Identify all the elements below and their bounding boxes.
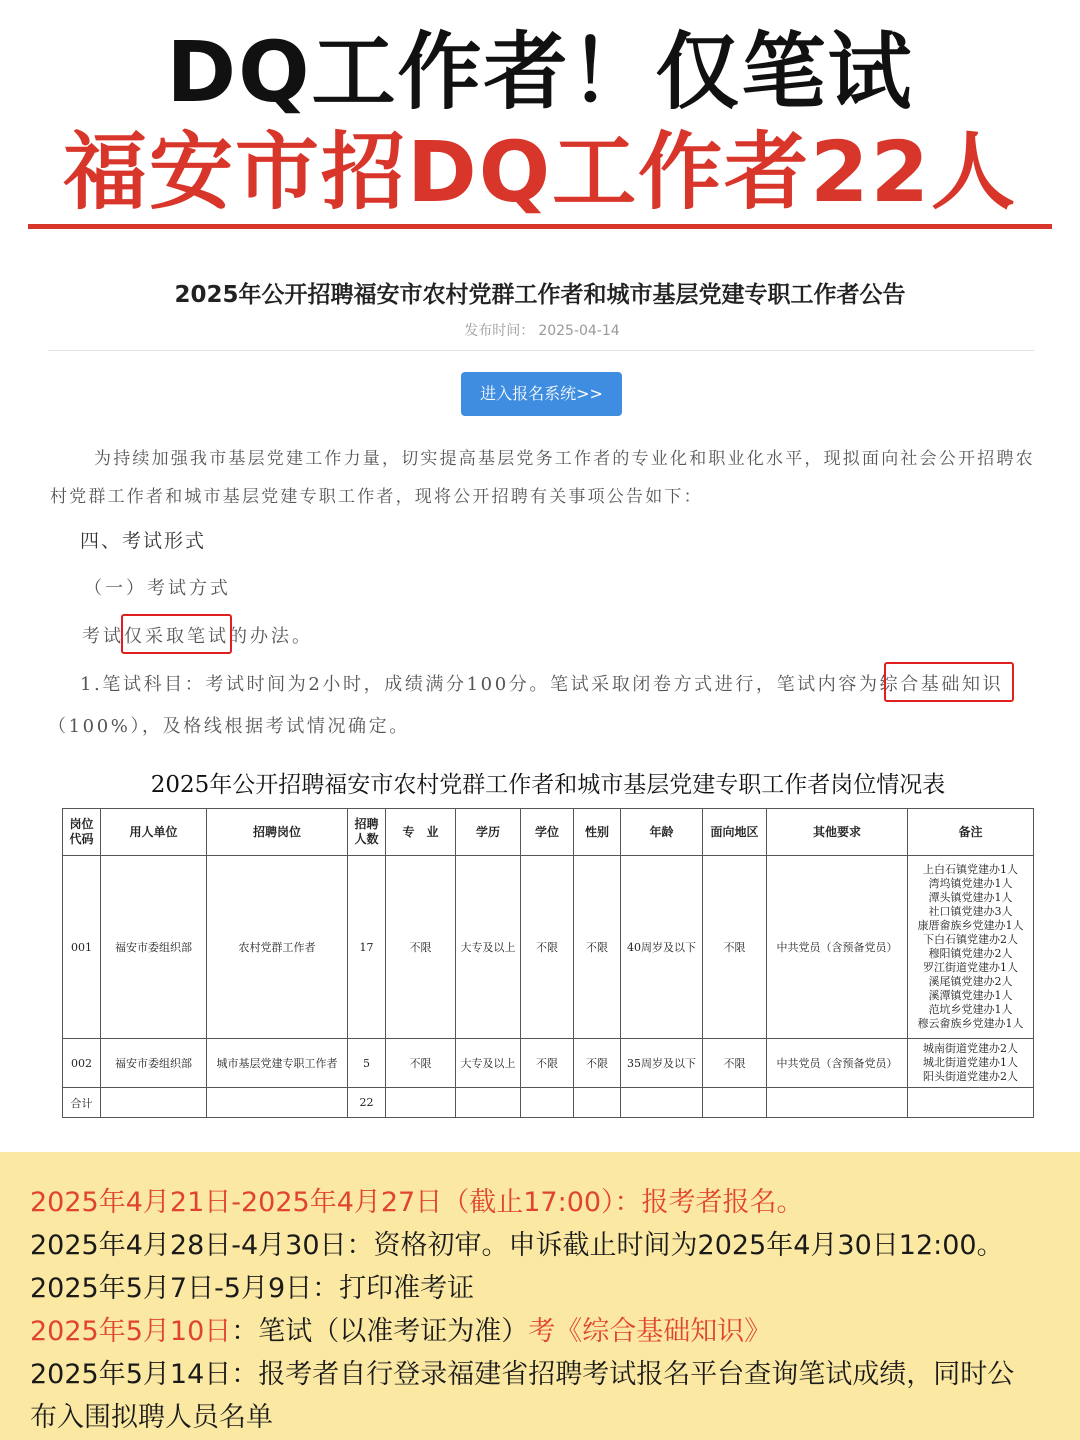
schedule-line-admission-ticket: 2025年5月7日-5月9日：打印准考证: [30, 1273, 475, 1304]
cell-count: 17: [348, 856, 386, 1039]
cell-gender: 不限: [574, 856, 621, 1039]
schedule-line-review: 2025年4月28日-4月30日：资格初审。申诉截止时间为2025年4月30日12:00。: [30, 1230, 1004, 1261]
header-region: 面向地区: [703, 809, 767, 856]
note-line: 穆云畲族乡党建办1人: [917, 1017, 1024, 1030]
cell-region: 不限: [703, 856, 767, 1039]
note-line: 阳头街道党建办2人: [923, 1070, 1018, 1083]
exam-date: 2025年5月10日: [30, 1316, 232, 1347]
exam-subject-prefix: 1.笔试科目：考试时间为2小时，成绩满分100分。笔试采取闭卷方式进行，笔试内容为: [80, 674, 880, 695]
note-line: 城南街道党建办2人: [923, 1042, 1018, 1055]
cell-total-value: 22: [348, 1088, 386, 1118]
header-other: 其他要求: [767, 809, 908, 856]
cell-position: 农村党群工作者: [207, 856, 348, 1039]
exam-subject-continuation: （100%），及格线根据考试情况确定。: [48, 716, 410, 737]
note-line: 下白石镇党建办2人: [923, 933, 1018, 946]
cell-notes: [908, 1039, 1034, 1088]
highlight-box-written-only: [121, 614, 232, 654]
header-degree: 学位: [521, 809, 574, 856]
job-table-title: 2025年公开招聘福安市农村党群工作者和城市基层党建专职工作者岗位情况表: [150, 772, 946, 798]
note-line: 穆阳镇党建办2人: [928, 947, 1013, 960]
header-age: 年龄: [621, 809, 703, 856]
header-position: 招聘岗位: [207, 809, 348, 856]
cell-total-label: 合计: [63, 1088, 101, 1118]
publish-date-value: 2025-04-14: [538, 323, 620, 339]
highlight-box-subject: [884, 662, 1014, 702]
table-header-row: [63, 809, 1034, 856]
title-divider: [48, 350, 1034, 351]
table-row: [63, 1039, 1034, 1088]
cell-major: 不限: [386, 1039, 456, 1088]
subsection-heading: （一）考试方式: [84, 578, 231, 599]
exam-subject-highlight: 综合基础知识: [879, 674, 1004, 695]
header-count: 招聘 人数: [348, 809, 386, 856]
exam-subject: 考《综合基础知识》: [528, 1316, 772, 1347]
publish-date: [0, 320, 1080, 340]
schedule-line-results: 2025年5月14日：报考者自行登录福建省招聘考试报名平台查询笔试成绩，同时公: [30, 1359, 1015, 1390]
exam-desc: ：笔试（以准考证为准）: [231, 1316, 529, 1347]
headline-line-2: 福安市招DQ工作者22人: [62, 123, 1018, 221]
header-notes: 备注: [908, 809, 1034, 856]
note-line: 范坑乡党建办1人: [928, 1003, 1013, 1016]
schedule-line-registration: 2025年4月21日-2025年4月27日（截止17:00）：报考者报名。: [30, 1187, 804, 1218]
cell-major: 不限: [386, 856, 456, 1039]
cell-region: 不限: [703, 1039, 767, 1088]
cell-position: 城市基层党建专职工作者: [207, 1039, 348, 1088]
header-major: 专 业: [386, 809, 456, 856]
schedule-line-exam: [30, 1309, 771, 1348]
cell-education: 大专及以上: [456, 1039, 521, 1088]
exam-method-suffix: 的办法。: [229, 626, 313, 647]
publish-date-label: 发布时间：: [464, 323, 535, 339]
headline-divider: [28, 224, 1052, 229]
headline-line-1: DQ工作者！仅笔试: [166, 23, 914, 121]
cell-employer: 福安市委组织部: [101, 856, 207, 1039]
cell-code: 002: [63, 1039, 101, 1088]
section-heading: 四、考试形式: [80, 530, 207, 552]
cell-gender: 不限: [574, 1039, 621, 1088]
note-line: 溪尾镇党建办2人: [928, 975, 1013, 988]
schedule-line-results-cont: 布入围拟聘人员名单: [30, 1402, 273, 1433]
table-row: [63, 856, 1034, 1039]
exam-method-prefix: 考试: [82, 626, 124, 647]
intro-paragraph: 为持续加强我市基层党建工作力量，切实提高基层党务工作者的专业化和职业化水平，现拟面向社会公开招聘农村党群工作者和城市基层党建专职工作者，现将公开招聘有关事项公告如下：: [50, 449, 1035, 507]
job-table: [62, 808, 1034, 1118]
header-employer: 用人单位: [101, 809, 207, 856]
note-line: 城北街道党建办1人: [923, 1056, 1018, 1069]
cell-age: 35周岁及以下: [621, 1039, 703, 1088]
cell-degree: 不限: [521, 856, 574, 1039]
note-line: 湾坞镇党建办1人: [928, 877, 1013, 890]
register-button[interactable]: 进入报名系统>>: [461, 372, 622, 416]
header-code: 岗位 代码: [63, 809, 101, 856]
note-line: 上白石镇党建办1人: [923, 863, 1018, 876]
table-total-row: [63, 1088, 1034, 1118]
exam-subject-text: [80, 670, 1003, 696]
note-line: 康厝畲族乡党建办1人: [917, 919, 1024, 932]
note-line: 溪潭镇党建办1人: [928, 989, 1013, 1002]
announcement-title: 2025年公开招聘福安市农村党群工作者和城市基层党建专职工作者公告: [174, 282, 906, 308]
cell-employer: 福安市委组织部: [101, 1039, 207, 1088]
note-line: 潭头镇党建办1人: [928, 891, 1013, 904]
cell-count: 5: [348, 1039, 386, 1088]
cell-notes: [908, 856, 1034, 1039]
cell-other: 中共党员（含预备党员）: [767, 856, 908, 1039]
exam-method-highlight: 仅采取笔试: [124, 626, 229, 647]
cell-age: 40周岁及以下: [621, 856, 703, 1039]
note-line: 罗江街道党建办1人: [923, 961, 1018, 974]
cell-degree: 不限: [521, 1039, 574, 1088]
cell-education: 大专及以上: [456, 856, 521, 1039]
header-education: 学历: [456, 809, 521, 856]
note-line: 社口镇党建办3人: [928, 905, 1013, 918]
cell-other: 中共党员（含预备党员）: [767, 1039, 908, 1088]
cell-code: 001: [63, 856, 101, 1039]
header-gender: 性别: [574, 809, 621, 856]
